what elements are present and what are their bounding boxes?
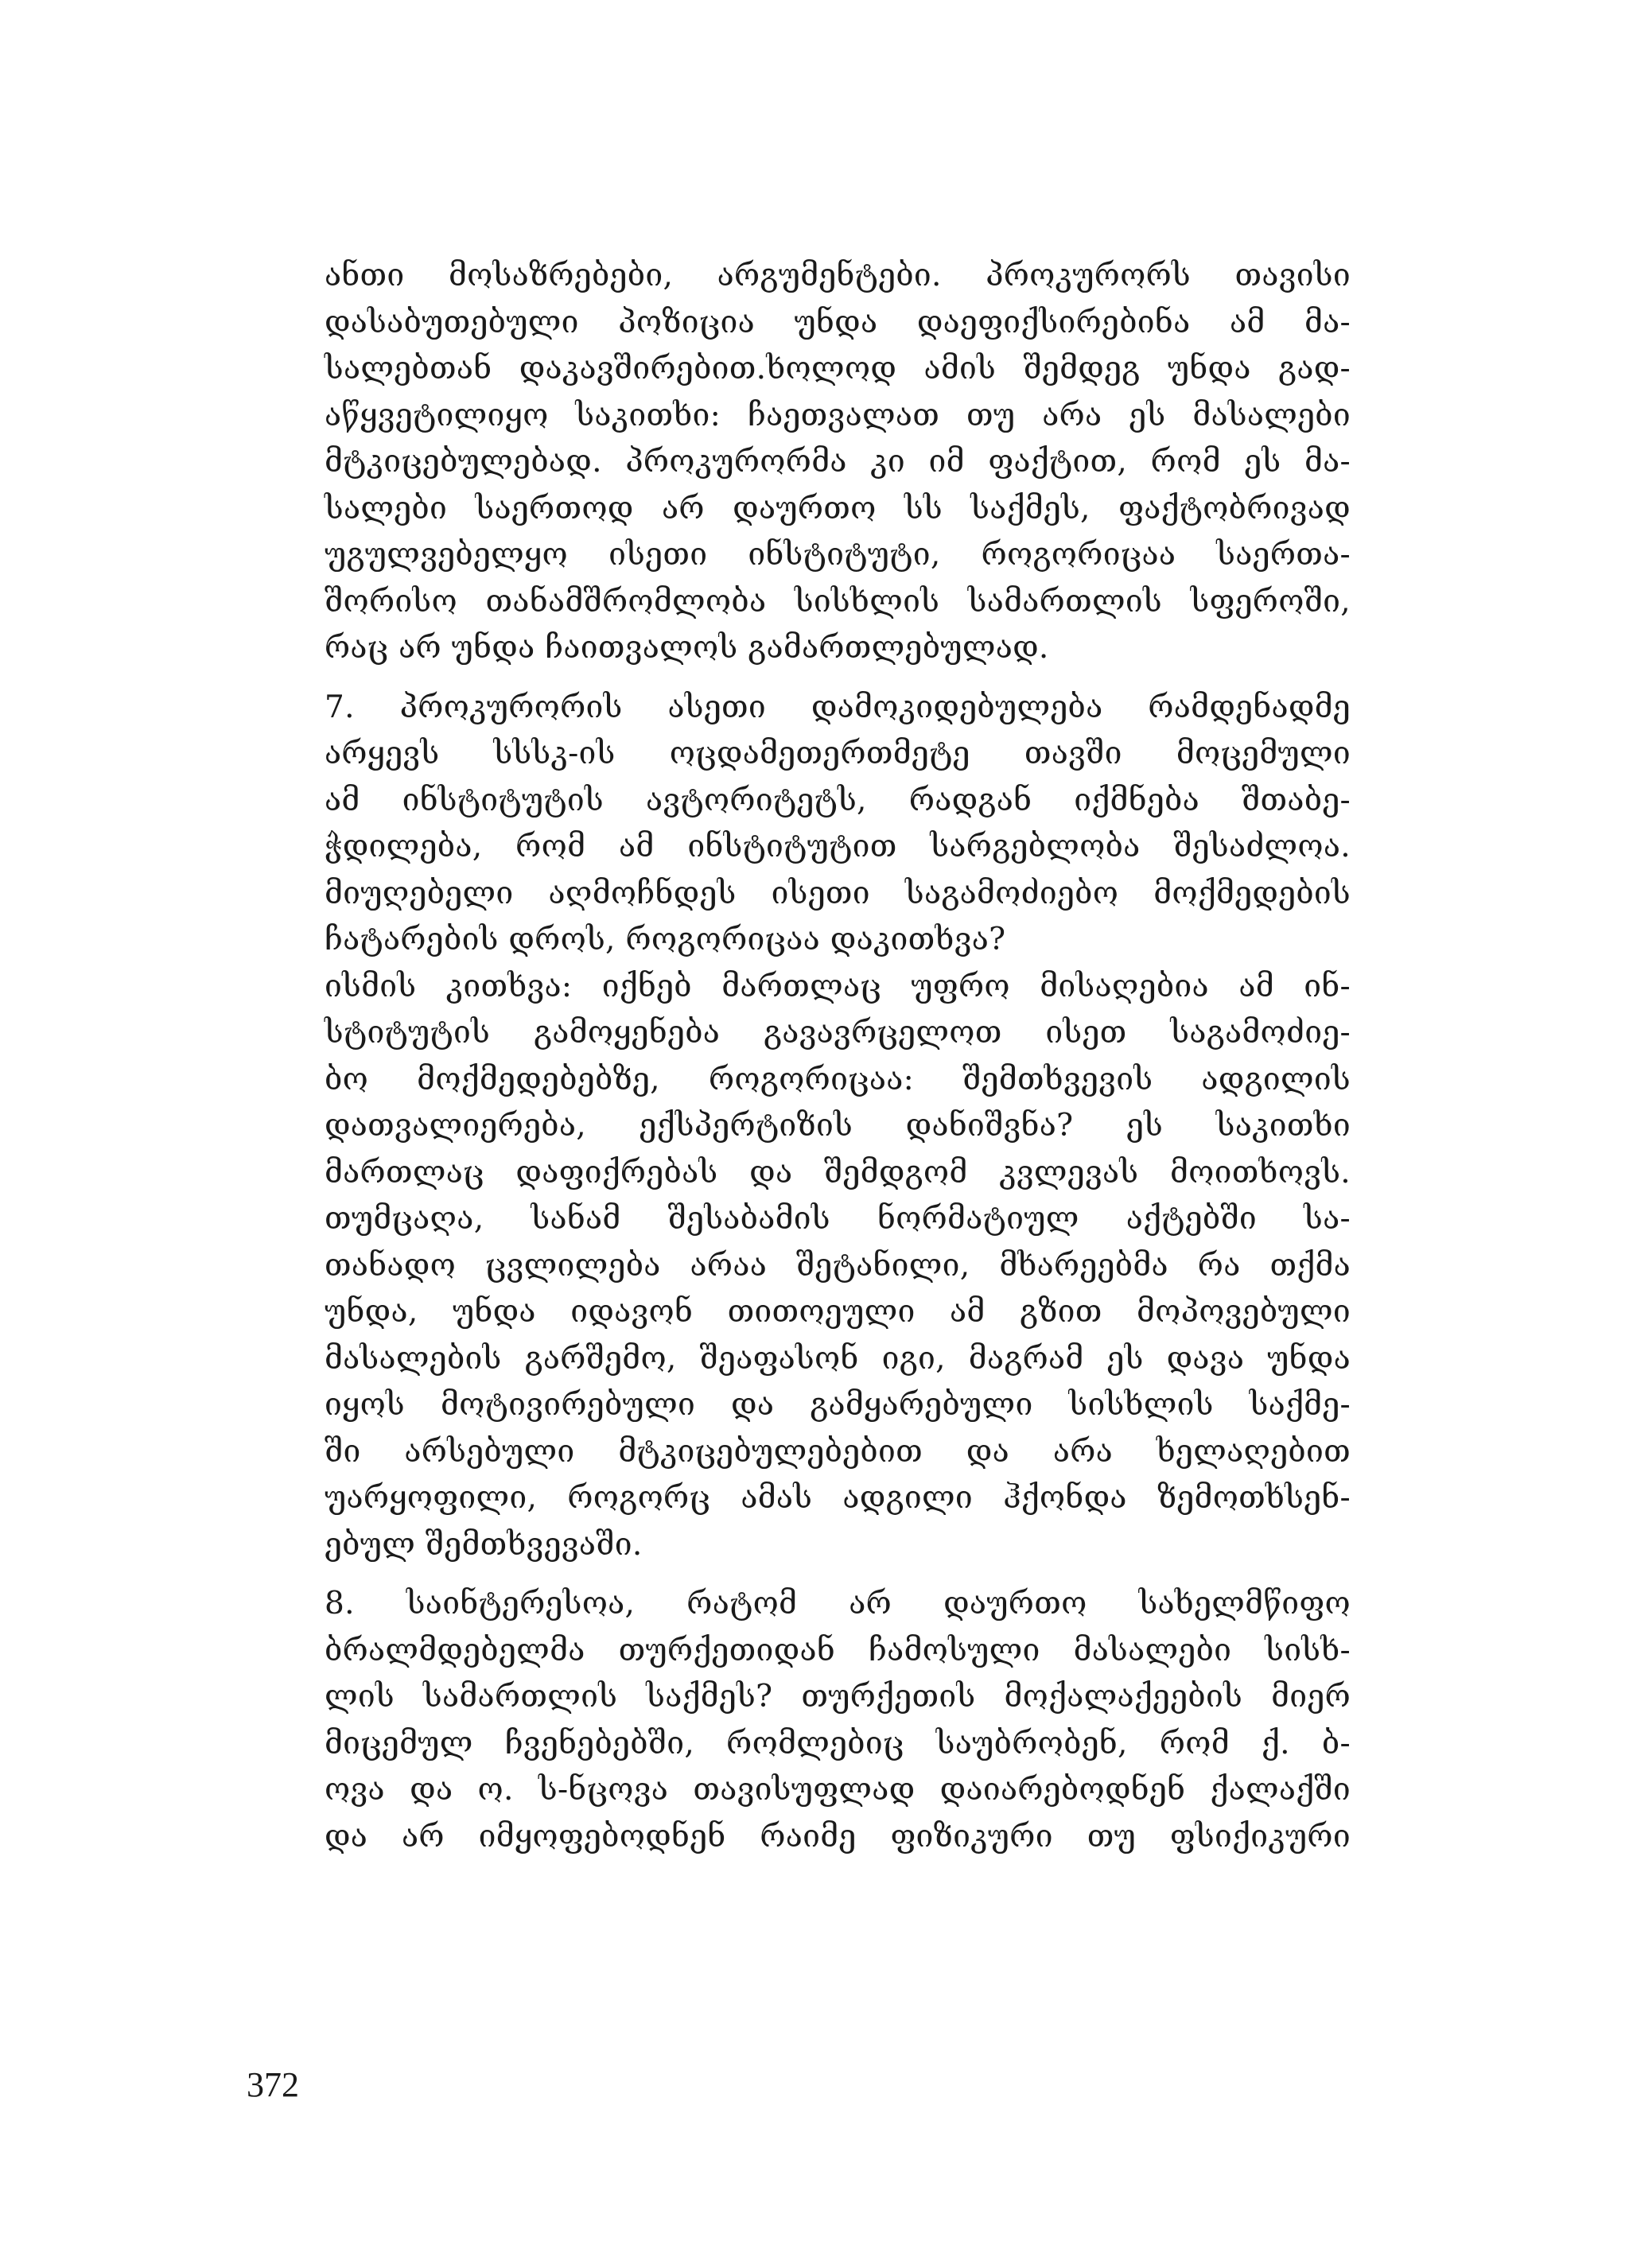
- text-line: ჭდილება, რომ ამ ინსტიტუტით სარგებლობა შესაძლოა.: [325, 829, 1351, 864]
- text-line: მტკიცებულებად. პროკურორმა კი იმ ფაქტით, რომ ეს მა-: [325, 444, 1351, 480]
- text-line: ებულ შემთხვევაში.: [325, 1526, 643, 1563]
- text-line: უნდა, უნდა იდავონ თითოეული ამ გზით მოპოვებული: [325, 1294, 1351, 1330]
- text-line: მიუღებელი აღმოჩნდეს ისეთი საგამოძიებო მოქმედების: [325, 875, 1351, 911]
- paragraph: [325, 685, 1351, 1569]
- text-line: ში არსებული მტკიცებულებებით და არა ხელაღებით: [325, 1433, 1351, 1470]
- page-body-text: [325, 253, 1351, 1860]
- paragraph-spacer: [325, 672, 1351, 685]
- text-line: სტიტუტის გამოყენება გავავრცელოთ ისეთ საგამოძიე-: [325, 1015, 1351, 1051]
- text-line: თანადო ცვლილება არაა შეტანილი, მხარეებმა რა თქმა: [325, 1247, 1351, 1284]
- text-line: უგულვებელყო ისეთი ინსტიტუტი, როგორიცაა საერთა-: [325, 537, 1351, 573]
- text-line: ბრალმდებელმა თურქეთიდან ჩამოსული მასალები სისხ-: [325, 1632, 1351, 1668]
- text-line: სალები საერთოდ არ დაურთო სს საქმეს, ფაქტობრივად: [325, 490, 1351, 526]
- paragraph-spacer: [325, 1568, 1351, 1581]
- paragraph: [325, 253, 1351, 672]
- text-line: ლის სამართლის საქმეს? თურქეთის მოქალაქეების მიერ: [325, 1679, 1351, 1715]
- text-line: არყევს სსსკ-ის ოცდამეთერთმეტე თავში მოცემული: [325, 736, 1351, 771]
- text-line: ბო მოქმედებებზე, როგორიცაა: შემთხვევის ადგილის: [325, 1061, 1351, 1097]
- text-line: რაც არ უნდა ჩაითვალოს გამართლებულად.: [325, 630, 1049, 666]
- text-line: 8. საინტერესოა, რატომ არ დაურთო სახელმწიფო: [325, 1586, 1351, 1621]
- text-line: დათვალიერება, ექსპერტიზის დანიშვნა? ეს საკითხი: [325, 1108, 1351, 1144]
- text-line: იყოს მოტივირებული და გამყარებული სისხლის საქმე-: [325, 1387, 1351, 1423]
- paragraph: [325, 1581, 1351, 1860]
- text-line: მიცემულ ჩვენებებში, რომლებიც საუბრობენ, რომ ქ. ბ-: [325, 1725, 1351, 1761]
- page-number: 372: [247, 2065, 299, 2104]
- text-line: ჩატარების დროს, როგორიცაა დაკითხვა?: [325, 922, 1006, 957]
- text-line: ამ ინსტიტუტის ავტორიტეტს, რადგან იქმნება შთაბე-: [325, 782, 1351, 818]
- text-line: ანთი მოსაზრებები, არგუმენტები. პროკურორს თავისი: [325, 258, 1351, 293]
- text-line: 7. პროკურორის ასეთი დამოკიდებულება რამდენადმე: [325, 689, 1351, 725]
- text-line: მართლაც დაფიქრებას და შემდგომ კვლევას მოითხოვს.: [325, 1154, 1351, 1190]
- text-line: უარყოფილი, როგორც ამას ადგილი ჰქონდა ზემოთხსენ-: [325, 1480, 1351, 1516]
- text-line: თუმცაღა, სანამ შესაბამის ნორმატიულ აქტებში სა-: [325, 1201, 1351, 1237]
- text-line: სალებთან დაკავშირებით.ხოლოდ ამის შემდეგ უნდა გად-: [325, 351, 1351, 386]
- text-line: და არ იმყოფებოდნენ რაიმე ფიზიკური თუ ფსიქიკური: [325, 1818, 1351, 1854]
- text-line: შორისო თანამშრომლობა სისხლის სამართლის სფეროში,: [325, 583, 1351, 619]
- text-line: დასაბუთებული პოზიცია უნდა დაეფიქსირებინა ამ მა-: [325, 304, 1351, 340]
- text-line: მასალების გარშემო, შეაფასონ იგი, მაგრამ ეს დავა უნდა: [325, 1340, 1351, 1377]
- text-line: ისმის კითხვა: იქნებ მართლაც უფრო მისაღებია ამ ინ-: [325, 968, 1351, 1004]
- text-line: ოვა და ო. ს-ნცოვა თავისუფლად დაიარებოდნენ ქალაქში: [325, 1772, 1351, 1808]
- text-line: აწყვეტილიყო საკითხი: ჩაეთვალათ თუ არა ეს მასალები: [325, 397, 1351, 433]
